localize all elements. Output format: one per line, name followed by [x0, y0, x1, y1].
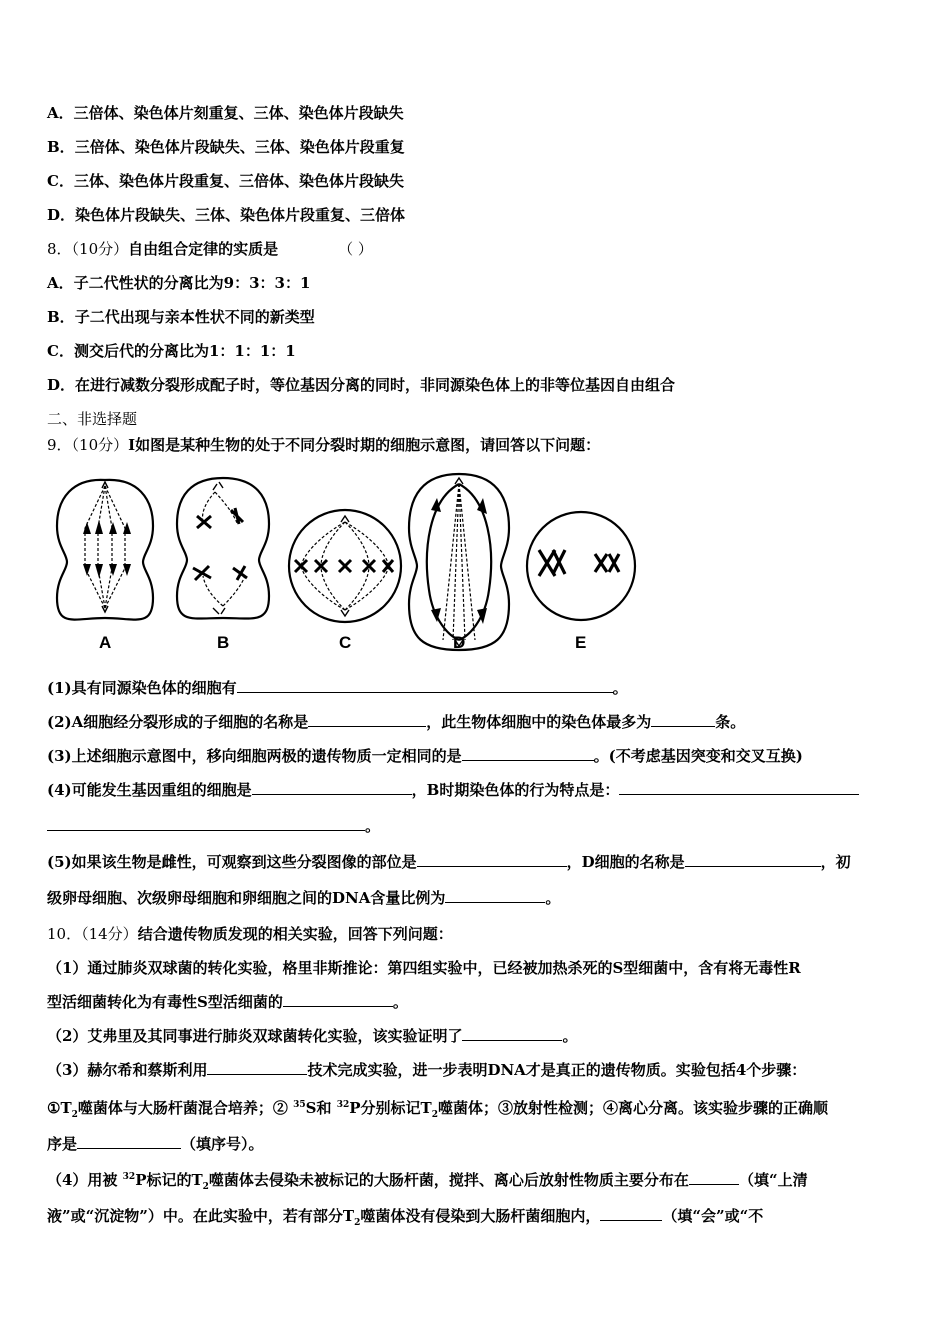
q10-part4: （4）用被 $^{32}$P标记的$T_2$噬菌体去侵染未被标记的大肠杆菌，搅拌、离心后放射性物质主要分布在 （填“上清 [47, 1171, 808, 1192]
answer-blank[interactable] [77, 1134, 181, 1149]
figure-label-a: A [99, 633, 112, 652]
q10-part3: （3）赫尔希和蔡斯利用 技术完成实验，进一步表明DNA才是真正的遗传物质。实验包括4个步骤： [47, 1061, 807, 1079]
answer-blank[interactable] [417, 852, 567, 867]
q7-option-d: D．染色体片段缺失、三体、染色体片段重复、三倍体 [47, 206, 406, 224]
q10-stem: 10．（14分）结合遗传物质发现的相关实验，回答下列问题： [47, 925, 453, 943]
answer-blank[interactable] [237, 678, 613, 693]
q8-option-d: D．在进行减数分裂形成配子时，等位基因分离的同时，非同源染色体上的非等位基因自由组合 [47, 376, 676, 394]
question-number: 8．（10分） [47, 240, 129, 258]
q9-stem: 9．（10分）I如图是某种生物的处于不同分裂时期的细胞示意图，请回答以下问题： [47, 436, 601, 454]
q10-part4-continued: 液”或“沉淀物”）中。在此实验中，若有部分$T_2$噬菌体没有侵染到大肠杆菌细胞内， （填“会”或“不 [47, 1207, 764, 1228]
q10-part2: （2）艾弗里及其同事进行肺炎双球菌转化实验，该实验证明了 。 [47, 1027, 578, 1045]
q9-part3: (3)上述细胞示意图中，移向细胞两极的遗传物质一定相同的是 。(不考虑基因突变和交叉互换) [47, 747, 803, 765]
figure-label-d: D [453, 633, 466, 652]
q10-part1: （1）通过肺炎双球菌的转化实验，格里非斯推论：第四组实验中，已经被加热杀死的S型细菌中，含有将无毒性R [47, 959, 801, 977]
q7-option-a: A．三倍体、染色体片刻重复、三体、染色体片段缺失 [47, 104, 404, 122]
answer-blank[interactable] [308, 712, 426, 727]
cell-b [177, 478, 269, 619]
figure-label-e: E [575, 633, 587, 652]
q8-option-b: B．子二代出现与亲本性状不同的新类型 [47, 308, 315, 326]
cell-c [289, 510, 401, 622]
q9-part4-continued: 。 [47, 816, 906, 836]
figure-label-b: B [217, 633, 230, 652]
figure-label-c: C [339, 633, 352, 652]
q10-part1-continued: 型活细菌转化为有毒性S型活细菌的 。 [47, 993, 408, 1011]
section-title: 二、非选择题 [47, 410, 138, 428]
answer-blank[interactable] [462, 746, 594, 761]
answer-blank[interactable] [619, 780, 859, 795]
q9-part1: (1)具有同源染色体的细胞有 。 [47, 679, 628, 697]
cell-division-figure [55, 468, 645, 658]
answer-blank[interactable] [600, 1206, 662, 1221]
q9-part5-continued: 级卵母细胞、次级卵母细胞和卵细胞之间的DNA含量比例为 。 [47, 889, 561, 907]
answer-blank[interactable] [651, 712, 715, 727]
q10-part3-order: 序是 （填序号）。 [47, 1135, 264, 1153]
q7-option-b: B．三倍体、染色体片段缺失、三体、染色体片段重复 [47, 138, 405, 156]
answer-blank[interactable] [685, 852, 821, 867]
q9-part5: (5)如果该生物是雌性，可观察到这些分裂图像的部位是 ，D细胞的名称是 ，初 [47, 853, 851, 871]
answer-blank[interactable] [283, 992, 393, 1007]
answer-blank[interactable] [445, 888, 545, 903]
cell-d [409, 474, 509, 650]
cell-diagrams-svg [55, 468, 645, 658]
q9-part2: (2)A细胞经分裂形成的子细胞的名称是 ，此生物体细胞中的染色体最多为 条。 [47, 713, 746, 731]
cell-e [527, 512, 635, 620]
answer-blank[interactable] [47, 816, 365, 831]
q8-option-a: A．子二代性状的分离比为9：3：3：1 [47, 274, 311, 292]
q8-stem: 8．（10分）自由组合定律的实质是 （ ） [47, 240, 373, 258]
answer-blank[interactable] [689, 1170, 739, 1185]
q9-part4: (4)可能发生基因重组的细胞是 ，B时期染色体的行为特点是： [47, 780, 906, 800]
answer-blank[interactable] [252, 780, 412, 795]
question-number: 10．（14分） [47, 925, 138, 943]
q8-option-c: C．测交后代的分离比为1：1：1：1 [47, 342, 296, 360]
q7-option-c: C．三体、染色体片段重复、三倍体、染色体片段缺失 [47, 172, 404, 190]
cell-a [57, 480, 153, 620]
answer-blank[interactable] [207, 1060, 307, 1075]
question-number: 9．（10分） [47, 436, 129, 454]
answer-blank[interactable] [462, 1026, 562, 1041]
q10-part3-steps: $①T_2$噬菌体与大肠杆菌混合培养；② $^{35}$S和 $^{32}$P分别标记$T_2$噬菌体；③放射性检测；④离心分离。该实验步骤的正确顺 [47, 1099, 828, 1120]
